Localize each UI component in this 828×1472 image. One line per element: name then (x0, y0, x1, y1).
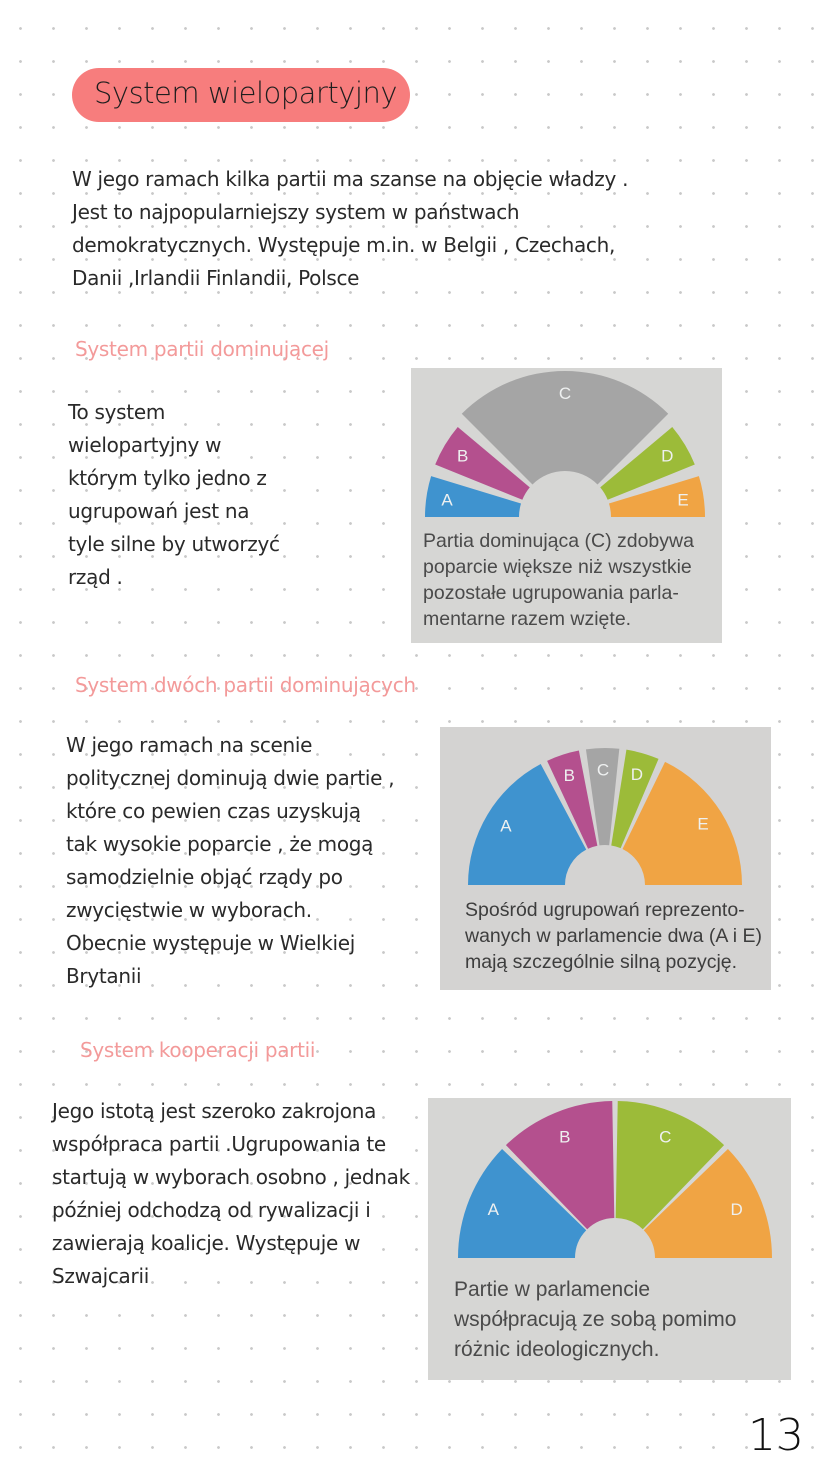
party-label: C (659, 1127, 672, 1147)
section-heading: System partii dominującej (75, 337, 329, 361)
text-line: które co pewien czas uzyskują (66, 799, 361, 823)
caption-line: mają szczególnie silną pozycję. (465, 951, 738, 973)
caption-line: wanych w parlamencie dwa (A i E) (465, 925, 762, 947)
text-line: tak wysokie poparcie , że mogą (66, 832, 374, 856)
text-line: To system (68, 400, 166, 424)
party-label: D (630, 764, 644, 784)
page-title: System wielopartyjny (94, 76, 398, 110)
party-label: D (730, 1199, 743, 1219)
text-line: Jest to najpopularniejszy system w państwach (72, 200, 520, 224)
title-banner (72, 68, 410, 122)
party-label: C (558, 384, 572, 403)
parliament-diagram-photo (411, 368, 722, 643)
text-line: demokratycznych. Występuje m.in. w Belgii , Czechach, (72, 233, 616, 257)
party-label: B (563, 766, 575, 786)
caption-line: różnic ideologicznych. (454, 1338, 660, 1361)
figure-caption (465, 897, 762, 975)
intro-paragraph (72, 163, 628, 295)
party-label: B (559, 1127, 571, 1147)
caption-line: mentarne razem wzięte. (423, 608, 632, 630)
party-label: A (487, 1199, 499, 1219)
page-number: 13 (748, 1410, 804, 1461)
text-line: Jego istotą jest szeroko zakrojona (52, 1099, 377, 1123)
party-label: C (596, 760, 610, 780)
text-line: Szwajcarii (52, 1264, 149, 1288)
party-label: A (441, 490, 453, 510)
caption-line: Spośród ugrupowań reprezento- (465, 899, 745, 921)
text-line: tyle silne by utworzyć (68, 532, 280, 556)
section-heading: System kooperacji partii (80, 1038, 316, 1062)
text-line: startują w wyborach osobno , jednak (52, 1165, 410, 1189)
text-line: rząd . (68, 565, 123, 589)
caption-line: pozostałe ugrupowania parla- (423, 582, 679, 604)
text-line: Danii ,Irlandii Finlandii, Polsce (72, 266, 360, 290)
caption-line: poparcie większe niż wszystkie (423, 556, 692, 578)
figure-caption (423, 528, 694, 632)
party-label: A (500, 816, 512, 836)
section-paragraph (66, 729, 394, 993)
caption-line: współpracują ze sobą pomimo (454, 1308, 737, 1331)
text-line: zawierają koalicje. Występuje w (52, 1231, 361, 1255)
parliament-diagram-photo (440, 727, 771, 990)
parliament-diagram (440, 727, 771, 892)
text-line: Obecnie występuje w Wielkiej (66, 931, 356, 955)
party-label: E (697, 814, 709, 834)
figure-caption (454, 1275, 736, 1365)
party-label: E (677, 490, 689, 510)
party-label: B (457, 446, 469, 466)
text-line: Brytanii (66, 964, 142, 988)
section-paragraph (68, 396, 280, 594)
text-line: wielopartyjny w (68, 433, 222, 457)
text-line: później odchodzą od rywalizacji i (52, 1198, 371, 1222)
parliament-diagram (411, 368, 722, 528)
party-label: D (661, 446, 674, 466)
text-line: ugrupowań jest na (68, 499, 250, 523)
text-line: samodzielnie objąć rządy po (66, 865, 343, 889)
text-line: współpraca partii .Ugrupowania te (52, 1132, 386, 1156)
parliament-diagram (428, 1098, 791, 1263)
text-line: W jego ramach kilka partii ma szanse na objęcie władzy . (72, 167, 629, 191)
caption-line: Partie w parlamencie (454, 1278, 651, 1301)
parliament-diagram-photo (428, 1098, 791, 1380)
text-line: zwycięstwie w wyborach. (66, 898, 312, 922)
text-line: W jego ramach na scenie (66, 733, 313, 757)
section-heading: System dwóch partii dominujących (75, 673, 416, 697)
section-paragraph (52, 1095, 410, 1293)
caption-line: Partia dominująca (C) zdobywa (423, 530, 694, 552)
text-line: politycznej dominują dwie partie , (66, 766, 395, 790)
text-line: którym tylko jedno z (68, 466, 267, 490)
